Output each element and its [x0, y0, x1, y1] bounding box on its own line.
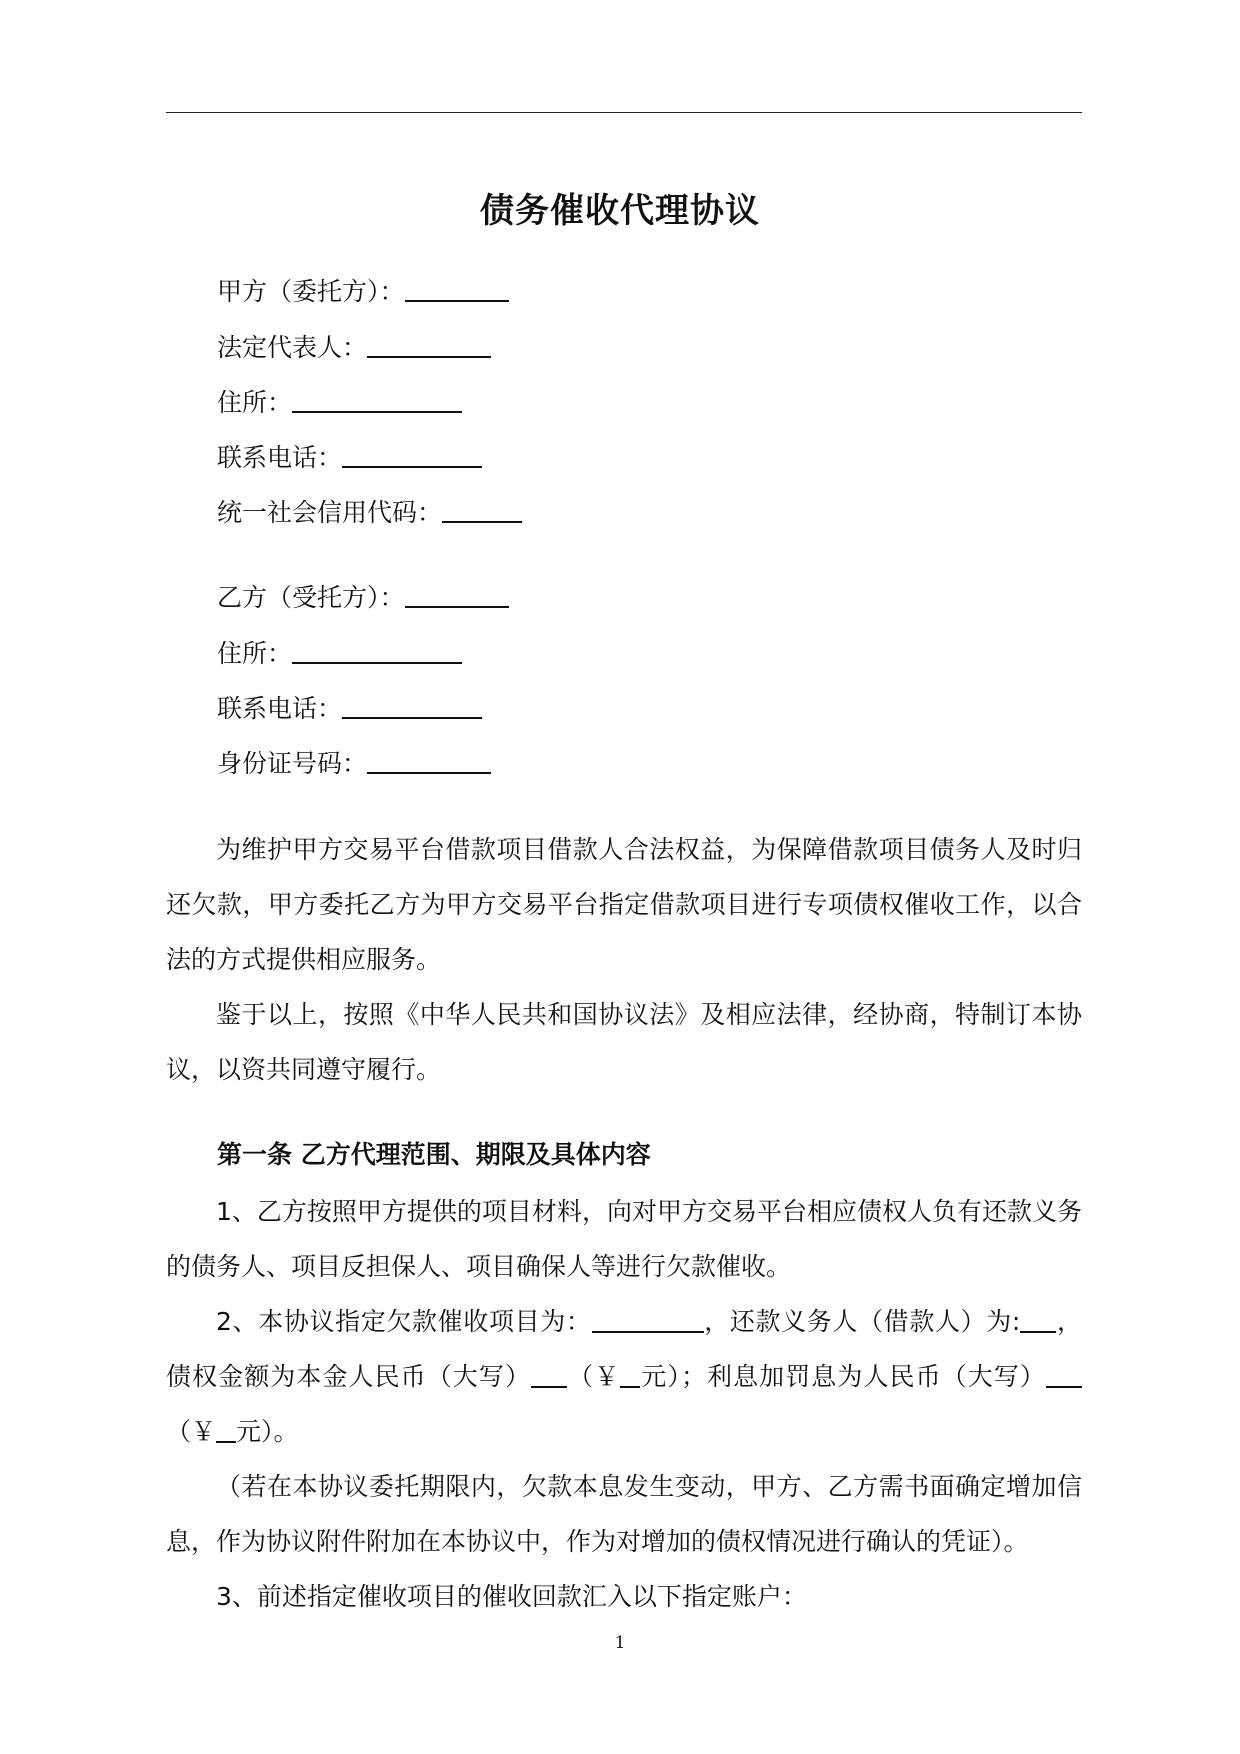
party-b-phone-blank[interactable] [342, 691, 482, 719]
party-a-address-field [217, 385, 462, 420]
party-a-credit-code-label: 统一社会信用代码： [217, 498, 443, 527]
document-title: 债务催收代理协议 [480, 191, 760, 231]
item-2-text: 2、本协议指定欠款催收项目为： [216, 1307, 592, 1336]
article-1-note: （若在本协议委托期限内，欠款本息发生变动，甲方、乙方需书面确定增加信息，作为协议附件附加在本协议中，作为对增加的债权情况进行确认的凭证）。 [166, 1472, 1082, 1556]
article-1-body [166, 1184, 1082, 1624]
party-a-name-blank[interactable] [405, 274, 509, 302]
debtor-blank[interactable] [1020, 1307, 1056, 1333]
party-a-rep-label: 法定代表人： [217, 333, 368, 362]
interest-words-blank[interactable] [1046, 1362, 1082, 1388]
item-2-text: 元）。 [236, 1417, 299, 1446]
article-1-item-1: 1、乙方按照甲方提供的项目材料，向对甲方交易平台相应债权人负有还款义务的债务人、项目反担保人、项目确保人等进行欠款催收。 [166, 1197, 1082, 1281]
article-1-item-3: 3、前述指定催收项目的催收回款汇入以下指定账户： [216, 1582, 807, 1611]
item-2-text: ，还款义务人（借款人）为: [703, 1307, 1021, 1336]
interest-amount-blank[interactable] [216, 1417, 236, 1443]
article-1-heading: 第一条 乙方代理范围、期限及具体内容 [217, 1140, 651, 1169]
preamble-paragraph-2: 鉴于以上，按照《中华人民共和国协议法》及相应法律，经协商，特制订本协议，以资共同遵守履行。 [166, 1000, 1082, 1084]
party-a-rep-blank[interactable] [367, 330, 491, 358]
page-number: 1 [614, 1633, 626, 1653]
preamble [166, 822, 1082, 1097]
principal-words-blank[interactable] [531, 1362, 567, 1388]
header-rule [166, 112, 1082, 113]
party-b-id-blank[interactable] [367, 746, 491, 774]
party-a-credit-code-blank[interactable] [442, 495, 522, 523]
party-a-address-blank[interactable] [292, 385, 462, 413]
party-b-id-field [217, 746, 491, 781]
party-a-phone-field [217, 440, 482, 475]
project-blank[interactable] [592, 1307, 704, 1333]
party-a-address-label: 住所： [217, 388, 293, 417]
party-a-name-label: 甲方（委托方）： [217, 277, 405, 306]
preamble-paragraph-1: 为维护甲方交易平台借款项目借款人合法权益，为保障借款项目债务人及时归还欠款，甲方委托乙方为甲方交易平台指定借款项目进行专项债权催收工作，以合法的方式提供相应服务。 [166, 835, 1082, 974]
item-2-text: （￥ [166, 1417, 217, 1446]
party-b-address-label: 住所： [217, 639, 293, 668]
party-a-phone-blank[interactable] [342, 440, 482, 468]
principal-amount-blank[interactable] [620, 1362, 640, 1388]
item-2-text: ，债权金额为本金人民币（大写） [166, 1307, 1082, 1391]
party-b-phone-label: 联系电话： [217, 694, 343, 723]
item-2-text: （￥ [567, 1362, 621, 1391]
party-b-name-field [217, 580, 509, 615]
party-a-name-field [217, 274, 509, 309]
item-2-text: 元）；利息加罚息为人民币（大写） [640, 1362, 1046, 1391]
party-b-address-field [217, 636, 462, 671]
party-b-name-label: 乙方（受托方）： [217, 583, 405, 612]
party-b-id-label: 身份证号码： [217, 749, 368, 778]
party-a-rep-field [217, 330, 491, 365]
party-a-credit-code-field [217, 495, 522, 530]
party-b-phone-field [217, 691, 482, 726]
party-b-address-blank[interactable] [292, 636, 462, 664]
party-b-name-blank[interactable] [405, 580, 509, 608]
party-a-phone-label: 联系电话： [217, 443, 343, 472]
article-1-item-2 [166, 1294, 1082, 1459]
